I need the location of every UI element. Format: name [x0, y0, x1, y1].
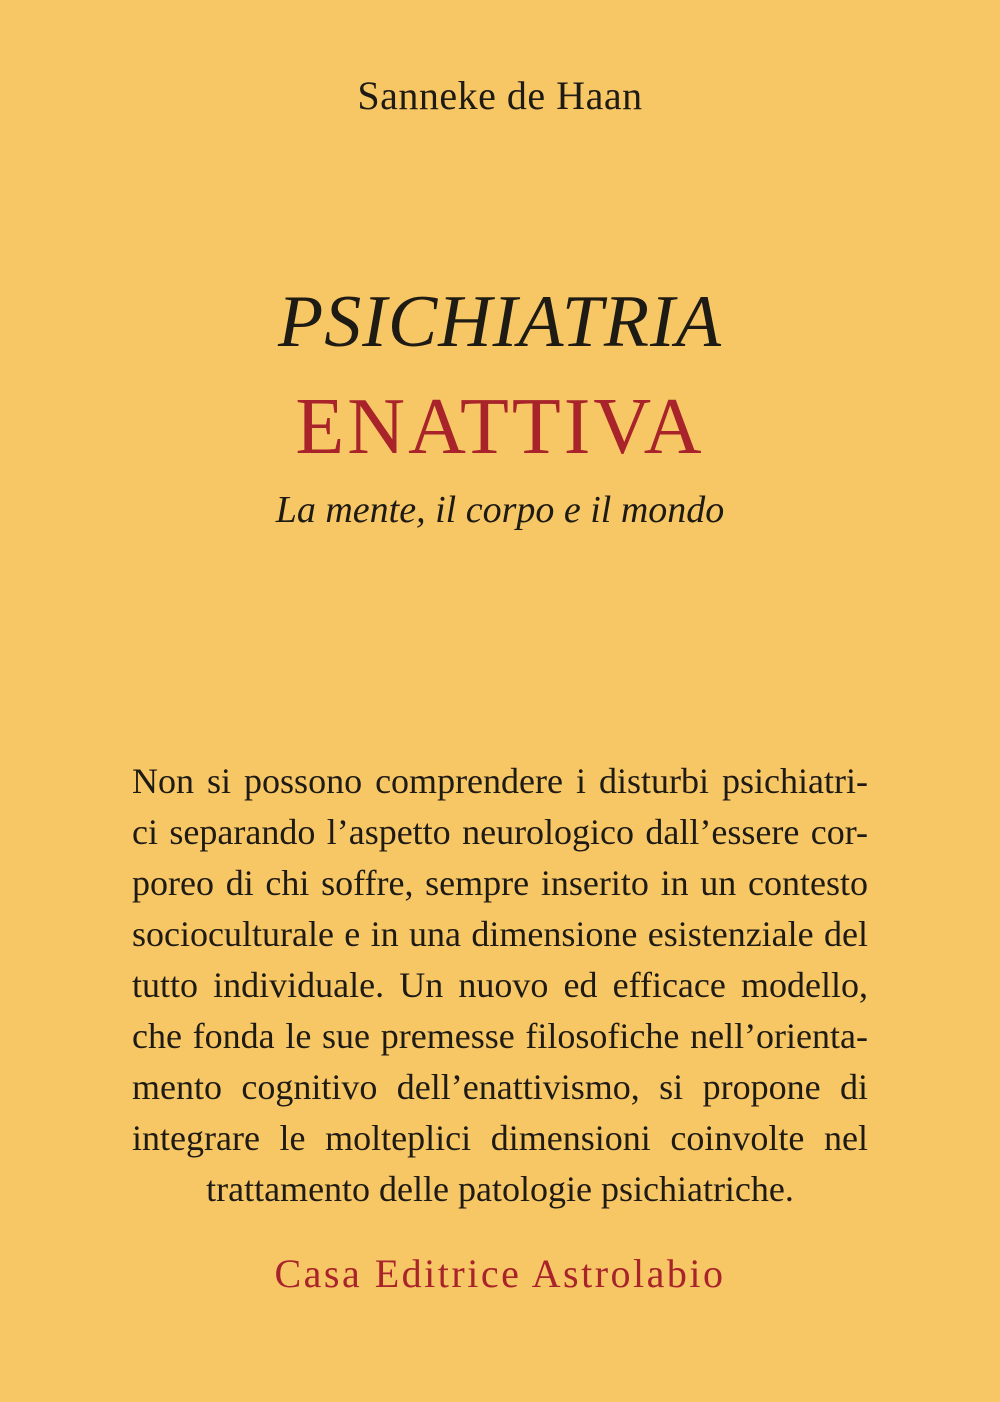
- subtitle: La mente, il corpo e il mondo: [275, 489, 725, 531]
- author-name: Sanneke de Haan: [357, 73, 643, 118]
- blurb-line: socioculturale e in una dimensione esistenziale del: [132, 914, 868, 954]
- title-line-2: ENATTIVA: [295, 383, 705, 471]
- blurb-line: ci separando l’aspetto neurologico dall’essere cor-: [132, 812, 868, 852]
- blurb-line: poreo di chi soffre, sempre inserito in un contesto: [132, 863, 868, 903]
- publisher-name: Casa Editrice Astrolabio: [274, 1251, 726, 1296]
- blurb-line: mento cognitivo dell’enattivismo, si propone di: [132, 1067, 868, 1107]
- blurb-line: trattamento delle patologie psichiatriche.: [206, 1169, 794, 1209]
- blurb-line: tutto individuale. Un nuovo ed efficace modello,: [132, 965, 868, 1005]
- blurb-paragraph: [132, 756, 868, 1215]
- blurb-line: integrare le molteplici dimensioni coinvolte nel: [132, 1118, 868, 1158]
- blurb-line: che fonda le sue premesse filosofiche nell’orienta-: [132, 1016, 868, 1056]
- blurb-line: Non si possono comprendere i disturbi psichiatri-: [132, 761, 868, 801]
- title-line-1: PSICHIATRIA: [278, 281, 722, 363]
